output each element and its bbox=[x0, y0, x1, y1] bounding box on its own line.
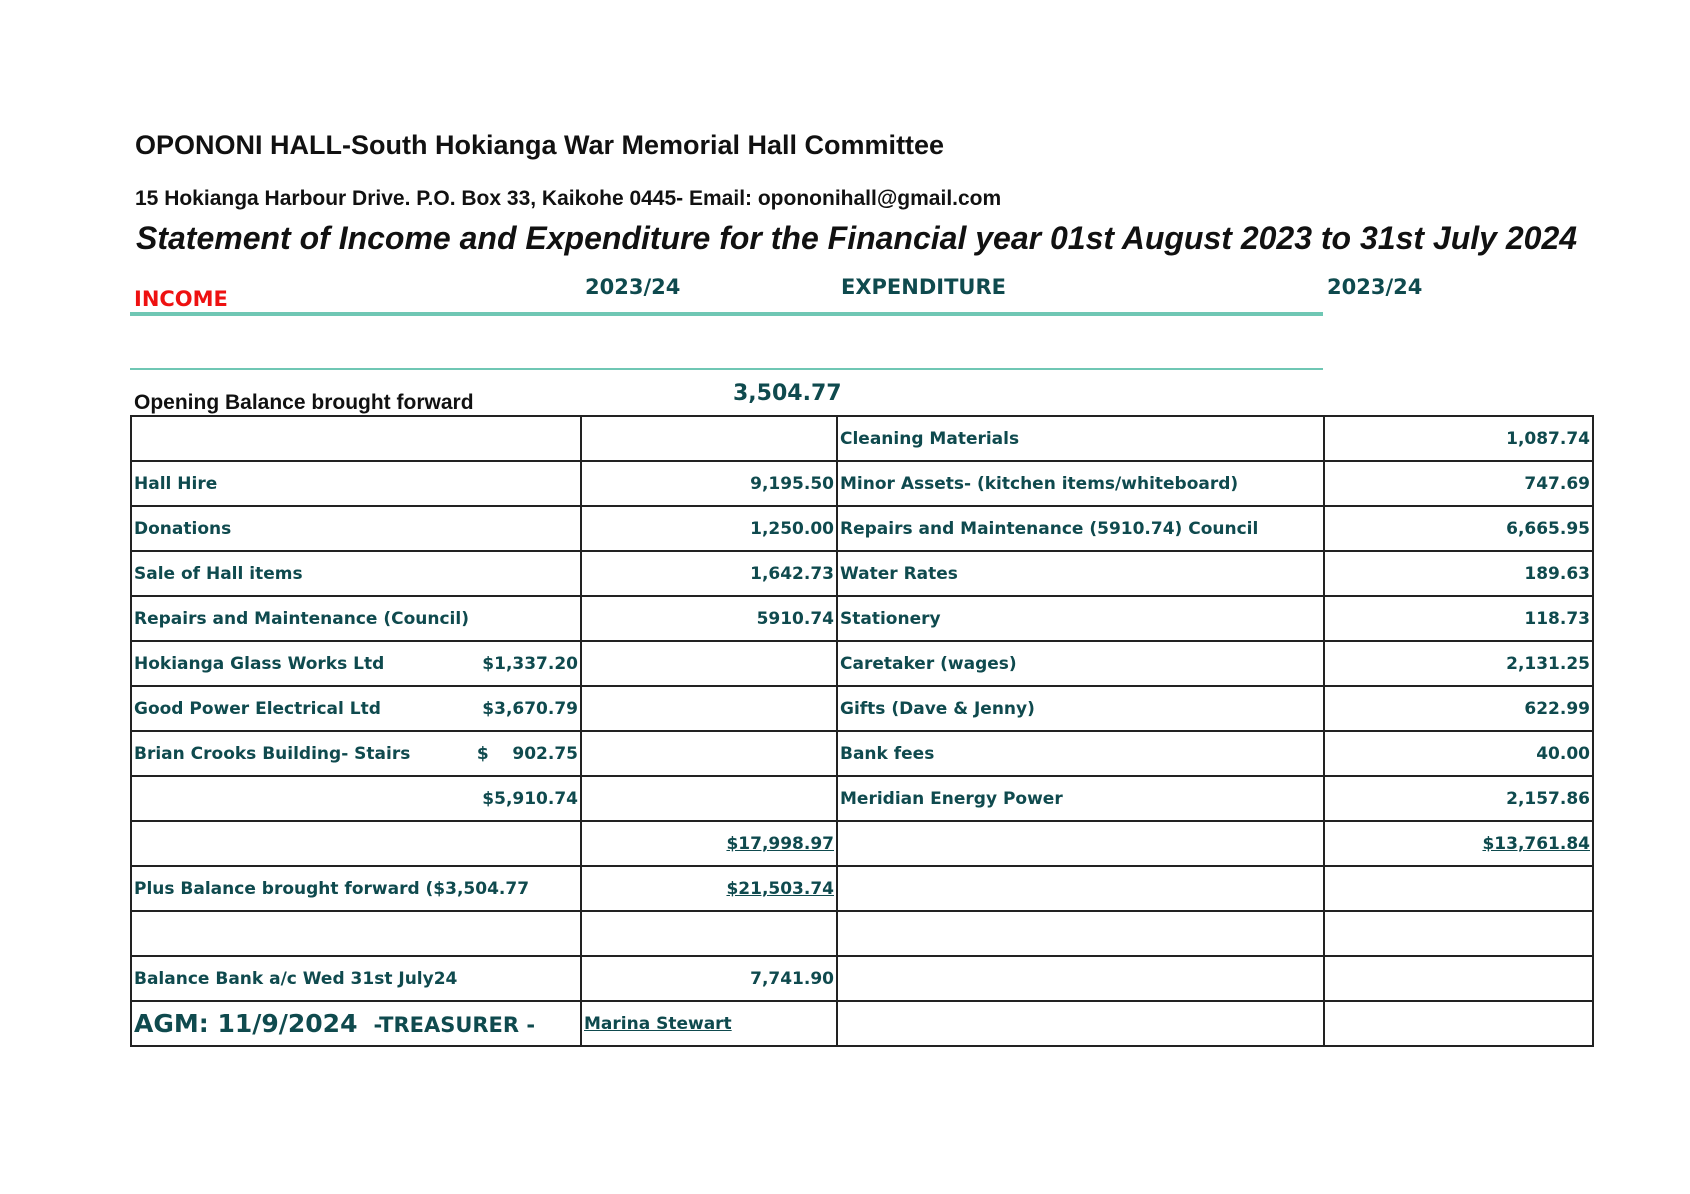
expenditure-value: 622.99 bbox=[1324, 686, 1593, 731]
expenditure-label: Minor Assets- (kitchen items/whiteboard) bbox=[837, 461, 1324, 506]
income-label-cell bbox=[131, 461, 581, 506]
page-title: OPONONI HALL-South Hokianga War Memorial Hall Committee bbox=[135, 130, 945, 160]
blank-row bbox=[131, 911, 1593, 956]
income-year-heading: 2023/24 bbox=[585, 275, 681, 299]
expenditure-value: 118.73 bbox=[1324, 596, 1593, 641]
expenditure-value: 189.63 bbox=[1324, 551, 1593, 596]
expenditure-label: Water Rates bbox=[837, 551, 1324, 596]
table-row bbox=[131, 461, 1593, 506]
income-label: Good Power Electrical Ltd bbox=[134, 698, 381, 719]
agm-cell bbox=[131, 1001, 581, 1046]
section-divider bbox=[130, 368, 1323, 370]
opening-balance-value: 3,504.77 bbox=[733, 381, 842, 406]
opening-balance-label: Opening Balance brought forward bbox=[134, 391, 474, 414]
bank-balance-value: 7,741.90 bbox=[581, 956, 837, 1001]
income-label: Donations bbox=[134, 518, 232, 539]
expenditure-value: 1,087.74 bbox=[1324, 416, 1593, 461]
treasurer-name: Marina Stewart bbox=[581, 1001, 837, 1046]
income-sub-value: $1,337.20 bbox=[482, 653, 578, 674]
expenditure-value: 2,131.25 bbox=[1324, 641, 1593, 686]
table-row bbox=[131, 506, 1593, 551]
expenditure-value: 6,665.95 bbox=[1324, 506, 1593, 551]
plus-balance-row bbox=[131, 866, 1593, 911]
income-value bbox=[581, 641, 837, 686]
expenditure-label: Repairs and Maintenance (5910.74) Council bbox=[837, 506, 1324, 551]
expenditure-value: 2,157.86 bbox=[1324, 776, 1593, 821]
income-label-cell bbox=[131, 596, 581, 641]
expenditure-year-heading: 2023/24 bbox=[1327, 275, 1423, 299]
expenditure-total: $13,761.84 bbox=[1324, 821, 1593, 866]
table-row bbox=[131, 731, 1593, 776]
income-total: $17,998.97 bbox=[581, 821, 837, 866]
header-divider bbox=[130, 312, 1323, 316]
table-row bbox=[131, 551, 1593, 596]
income-label: Hall Hire bbox=[134, 473, 218, 494]
income-value: 1,642.73 bbox=[581, 551, 837, 596]
table-row bbox=[131, 416, 1593, 461]
income-value bbox=[581, 686, 837, 731]
income-sub-value: $5,910.74 bbox=[482, 788, 578, 809]
income-value: 1,250.00 bbox=[581, 506, 837, 551]
income-label-cell bbox=[131, 776, 581, 821]
bank-balance-row bbox=[131, 956, 1593, 1001]
expenditure-label: Caretaker (wages) bbox=[837, 641, 1324, 686]
address-line: 15 Hokianga Harbour Drive. P.O. Box 33, Kaikohe 0445- Email: opononihall@gmail.com bbox=[135, 187, 1002, 210]
income-label-cell bbox=[131, 731, 581, 776]
agm-date: AGM: 11/9/2024 bbox=[134, 1009, 358, 1038]
signature-row bbox=[131, 1001, 1593, 1046]
expenditure-value: 747.69 bbox=[1324, 461, 1593, 506]
totals-row bbox=[131, 821, 1593, 866]
table-row bbox=[131, 641, 1593, 686]
plus-balance-label: Plus Balance brought forward ($3,504.77 bbox=[131, 866, 581, 911]
expenditure-label: Cleaning Materials bbox=[837, 416, 1324, 461]
income-sub-value: $3,670.79 bbox=[482, 698, 578, 719]
statement-table bbox=[130, 415, 1594, 1047]
income-label: Hokianga Glass Works Ltd bbox=[134, 653, 385, 674]
income-column-heading: INCOME bbox=[134, 287, 228, 311]
income-label-cell bbox=[131, 416, 581, 461]
income-value: 9,195.50 bbox=[581, 461, 837, 506]
income-label: Sale of Hall items bbox=[134, 563, 303, 584]
expenditure-label: Gifts (Dave & Jenny) bbox=[837, 686, 1324, 731]
expenditure-label: Meridian Energy Power bbox=[837, 776, 1324, 821]
expenditure-label: Bank fees bbox=[837, 731, 1324, 776]
income-sub-value: $ 902.75 bbox=[476, 743, 578, 764]
income-value bbox=[581, 416, 837, 461]
table-row bbox=[131, 596, 1593, 641]
statement-heading: Statement of Income and Expenditure for the Financial year 01st August 2023 to 31st July 2024 bbox=[136, 220, 1578, 256]
income-label: Brian Crooks Building- Stairs bbox=[134, 743, 411, 764]
income-label-cell bbox=[131, 686, 581, 731]
expenditure-value: 40.00 bbox=[1324, 731, 1593, 776]
income-value: 5910.74 bbox=[581, 596, 837, 641]
income-label-cell bbox=[131, 551, 581, 596]
bank-balance-label: Balance Bank a/c Wed 31st July24 bbox=[131, 956, 581, 1001]
income-label: Repairs and Maintenance (Council) bbox=[134, 608, 469, 629]
income-label-cell bbox=[131, 506, 581, 551]
income-value bbox=[581, 731, 837, 776]
plus-balance-value: $21,503.74 bbox=[581, 866, 837, 911]
treasurer-label: -TREASURER - bbox=[373, 1013, 536, 1037]
expenditure-label: Stationery bbox=[837, 596, 1324, 641]
table-row bbox=[131, 686, 1593, 731]
income-value bbox=[581, 776, 837, 821]
income-label-cell bbox=[131, 641, 581, 686]
table-row bbox=[131, 776, 1593, 821]
expenditure-column-heading: EXPENDITURE bbox=[841, 275, 1006, 299]
